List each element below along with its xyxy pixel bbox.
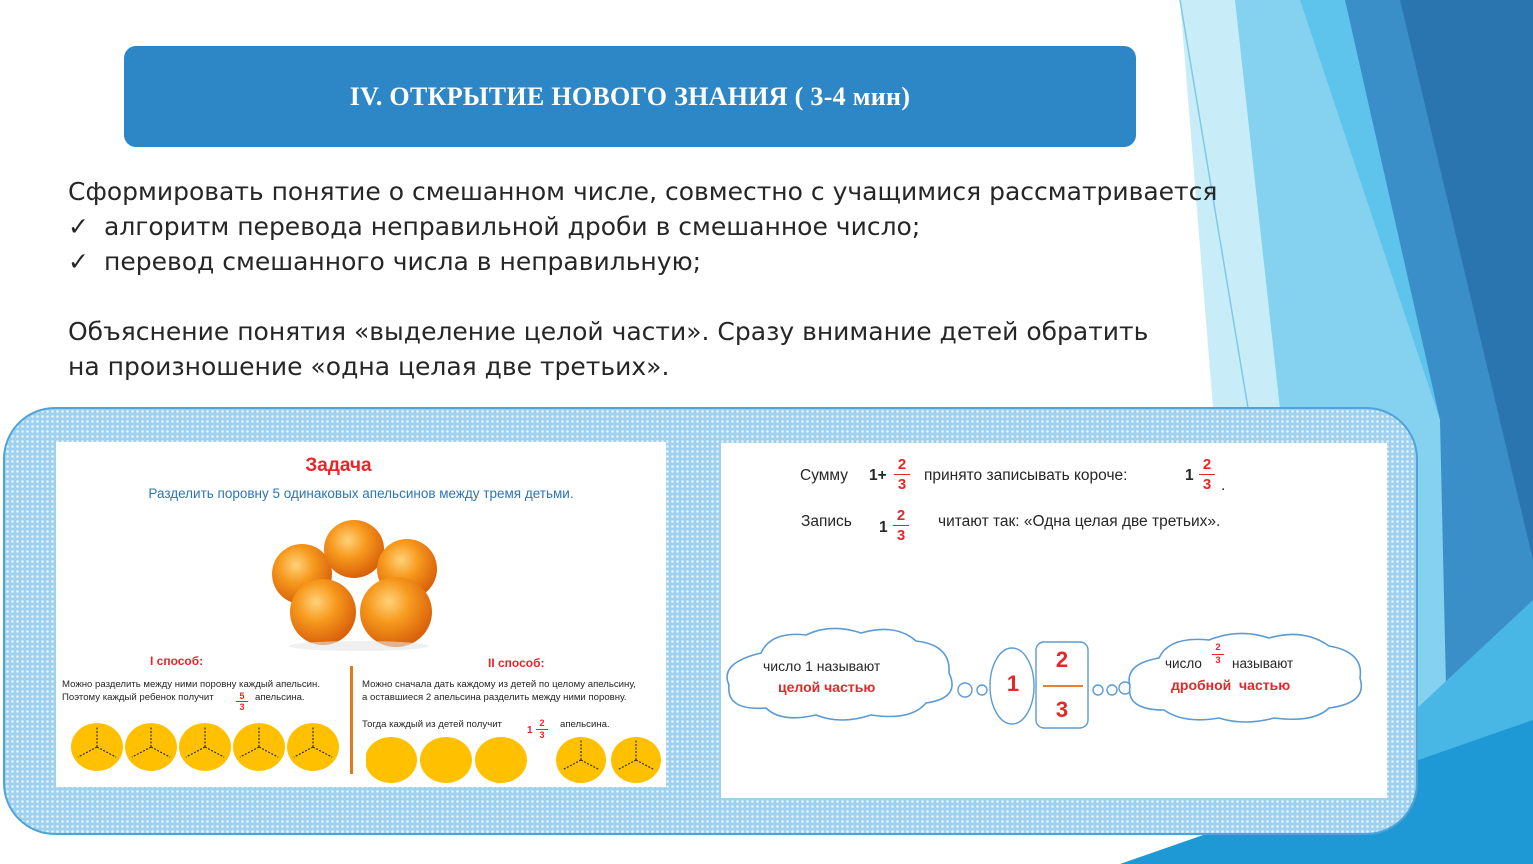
cloud-left-line1: число 1 называют [763, 658, 881, 674]
way2-whole: 1 [527, 725, 533, 736]
way1-text-end: апельсина. [255, 692, 305, 703]
cloud-right-word2: называют [1232, 656, 1294, 671]
way2-title: II способ: [488, 656, 545, 670]
row1-dot: . [1221, 477, 1226, 494]
cloud-right-fraction [1212, 642, 1224, 667]
cloud-shape-right [1124, 628, 1369, 723]
row2-text: читают так: «Одна целая две третьих». [938, 513, 1221, 530]
center-whole: 1 [1006, 671, 1020, 696]
bullet-text: алгоритм перевода неправильной дроби в смешанное число; [104, 212, 921, 241]
way1-title: I способ: [150, 654, 204, 668]
fraction-denominator: 3 [1212, 654, 1224, 667]
intro-text-block [68, 174, 1248, 384]
fraction-denominator: 3 [1199, 474, 1215, 494]
fraction-denominator: 3 [536, 729, 548, 741]
ways-divider [350, 666, 353, 774]
fraction-numerator: 2 [1202, 456, 1212, 473]
row2-fraction [893, 506, 909, 545]
check-icon: ✓ [68, 247, 89, 276]
title-banner [124, 46, 1136, 147]
row1-sum-whole: 1+ [869, 467, 887, 484]
cut-orange-circle [179, 723, 231, 771]
mixed-number-panel [721, 443, 1387, 798]
fraction-numerator: 2 [1215, 642, 1221, 653]
fraction-numerator: 2 [896, 507, 906, 524]
center-denominator: 3 [1055, 697, 1069, 722]
explanation-line: на произношение «одна целая две третьих». [68, 352, 670, 381]
task-panel [56, 442, 666, 787]
way2-text-line: Можно сначала дать каждому из детей по целому апельсину, [362, 679, 636, 690]
center-numerator: 2 [1055, 647, 1069, 672]
row1-mixed-fraction [1199, 455, 1215, 494]
fraction-denominator: 3 [894, 474, 910, 494]
row1-sum-fraction [894, 455, 910, 494]
slide-title: IV. ОТКРЫТИЕ НОВОГО ЗНАНИЯ ( 3-4 мин) [349, 81, 911, 111]
oranges-image [266, 514, 441, 654]
explanation-line: Объяснение понятия «выделение целой части». Сразу внимание детей обратить [68, 317, 1149, 346]
row2-whole: 1 [879, 519, 888, 536]
cloud-right-word1: число [1165, 656, 1202, 671]
whole-orange-circle [366, 737, 417, 783]
row2-label: Запись [801, 513, 852, 530]
fraction-denominator: 3 [893, 525, 909, 545]
way2-text-end: апельсина. [560, 719, 610, 730]
check-icon: ✓ [68, 212, 89, 241]
bullet-item [68, 209, 1248, 244]
way1-fraction [236, 691, 248, 712]
cloud-right-line2: дробной частью [1171, 677, 1291, 693]
task-title: Задача [305, 455, 372, 476]
way1-text-line: Можно разделить между ними поровну каждый апельсин. [62, 679, 321, 690]
row1-mixed-whole: 1 [1185, 467, 1194, 484]
bullet-text: перевод смешанного числа в неправильную; [104, 247, 702, 276]
way2-oranges [366, 735, 666, 785]
whole-orange-circle [420, 737, 472, 783]
way2-text-line: а оставшиеся 2 апельсина разделить между ними поровну. [362, 692, 627, 703]
row1-text: принято записывать короче: [924, 467, 1128, 484]
intro-line: Сформировать понятие о смешанном числе, совместно с учащимися рассматривается [68, 177, 1218, 206]
task-statement: Разделить поровну 5 одинаковых апельсинов между тремя детьми. [148, 486, 574, 501]
way2-text-line: Тогда каждый из детей получит [362, 719, 502, 730]
way1-text-line: Поэтому каждый ребенок получит [62, 692, 214, 703]
fraction-numerator: 2 [897, 456, 907, 473]
whole-orange-circle [475, 737, 527, 783]
fraction-numerator: 2 [539, 718, 545, 728]
way1-cut-oranges [68, 720, 348, 774]
fraction-denominator: 3 [236, 701, 248, 712]
bullet-item [68, 244, 1248, 279]
cut-orange-circle [556, 737, 606, 783]
cut-orange-circle [125, 723, 177, 771]
cut-orange-circle [71, 723, 123, 771]
cut-orange-circle [611, 737, 661, 783]
fraction-numerator: 5 [239, 691, 245, 701]
cut-orange-circle [233, 723, 285, 771]
cloud-left-line2: целой частью [778, 679, 876, 695]
row1-label: Сумму [800, 467, 849, 484]
cut-orange-circle [287, 723, 339, 771]
